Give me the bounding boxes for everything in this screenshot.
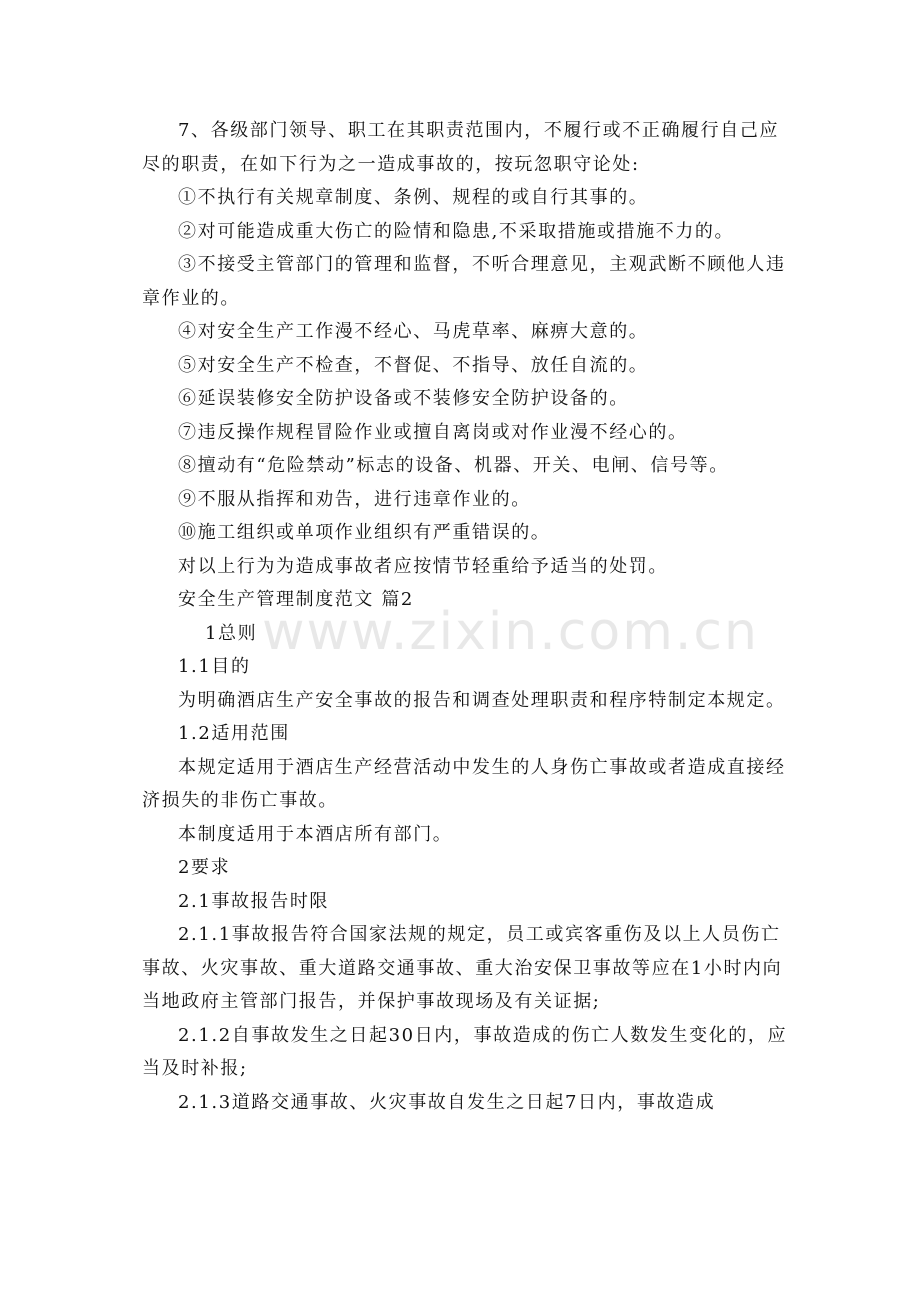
clause-2-1-2: 2.1.2自事故发生之日起30日内，事故造成的伤亡人数发生变化的，应当及时补报; bbox=[142, 1024, 788, 1079]
list-item-6: ⑥延误装修安全防护设备或不装修安全防护设备的。 bbox=[178, 388, 629, 409]
list-item-9: ⑨不服从指挥和劝告，进行违章作业的。 bbox=[178, 488, 531, 510]
list-item-5: ⑤对安全生产不检查，不督促、不指导、放任自流的。 bbox=[178, 354, 649, 376]
penalty-paragraph: 对以上行为为造成事故者应按情节轻重给予适当的处罚。 bbox=[178, 555, 668, 577]
heading-scope: 1.2适用范围 bbox=[178, 723, 290, 744]
list-item-2: ②对可能造成重大伤亡的险情和隐患,不采取措施或措施不力的。 bbox=[178, 220, 735, 242]
list-item-4: ④对安全生产工作漫不经心、马虎草率、麻痹大意的。 bbox=[178, 321, 649, 342]
clause-2-1-1: 2.1.1事故报告符合国家法规的规定，员工或宾客重伤及以上人员伤亡事故、火灾事故、重大道路交通事故、重大治安保卫事故等应在1小时内向当地政府主管部门报告，并保护事故现场及有关证据; bbox=[142, 924, 783, 1012]
clause-2-1-3: 2.1.3道路交通事故、火灾事故自发生之日起7日内，事故造成 bbox=[178, 1091, 716, 1113]
heading-report-timing: 2.1事故报告时限 bbox=[178, 890, 330, 912]
purpose-paragraph: 为明确酒店生产安全事故的报告和调查处理职责和程序特制定本规定。 bbox=[178, 689, 786, 711]
document-body bbox=[142, 114, 792, 1119]
paragraph-item-7: 7、各级部门领导、职工在其职责范围内，不履行或不正确履行自己应尽的职责，在如下行为之一造成事故的，按玩忽职守论处: bbox=[142, 120, 780, 175]
list-item-7: ⑦违反操作规程冒险作业或擅自离岗或对作业漫不经心的。 bbox=[178, 421, 688, 443]
heading-general: 1总则 bbox=[205, 622, 258, 644]
scope-departments-paragraph: 本制度适用于本酒店所有部门。 bbox=[178, 823, 453, 845]
list-item-3: ③不接受主管部门的管理和监督，不听合理意见，主观武断不顾他人违章作业的。 bbox=[142, 254, 786, 309]
heading-requirements: 2要求 bbox=[178, 857, 231, 878]
heading-purpose: 1.1目的 bbox=[178, 656, 251, 677]
list-item-8: ⑧擅动有“危险禁动”标志的设备、机器、开关、电闸、信号等。 bbox=[178, 455, 729, 476]
list-item-1: ①不执行有关规章制度、条例、规程的或自行其事的。 bbox=[178, 187, 649, 208]
list-item-10: ⑩施工组织或单项作业组织有严重错误的。 bbox=[178, 522, 551, 543]
scope-paragraph: 本规定适用于酒店生产经营活动中发生的人身伤亡事故或者造成直接经济损失的非伤亡事故。 bbox=[142, 756, 786, 811]
section-title: 安全生产管理制度范文 篇2 bbox=[178, 589, 414, 610]
watermark-text: www.zixin.com.cn bbox=[262, 602, 759, 662]
